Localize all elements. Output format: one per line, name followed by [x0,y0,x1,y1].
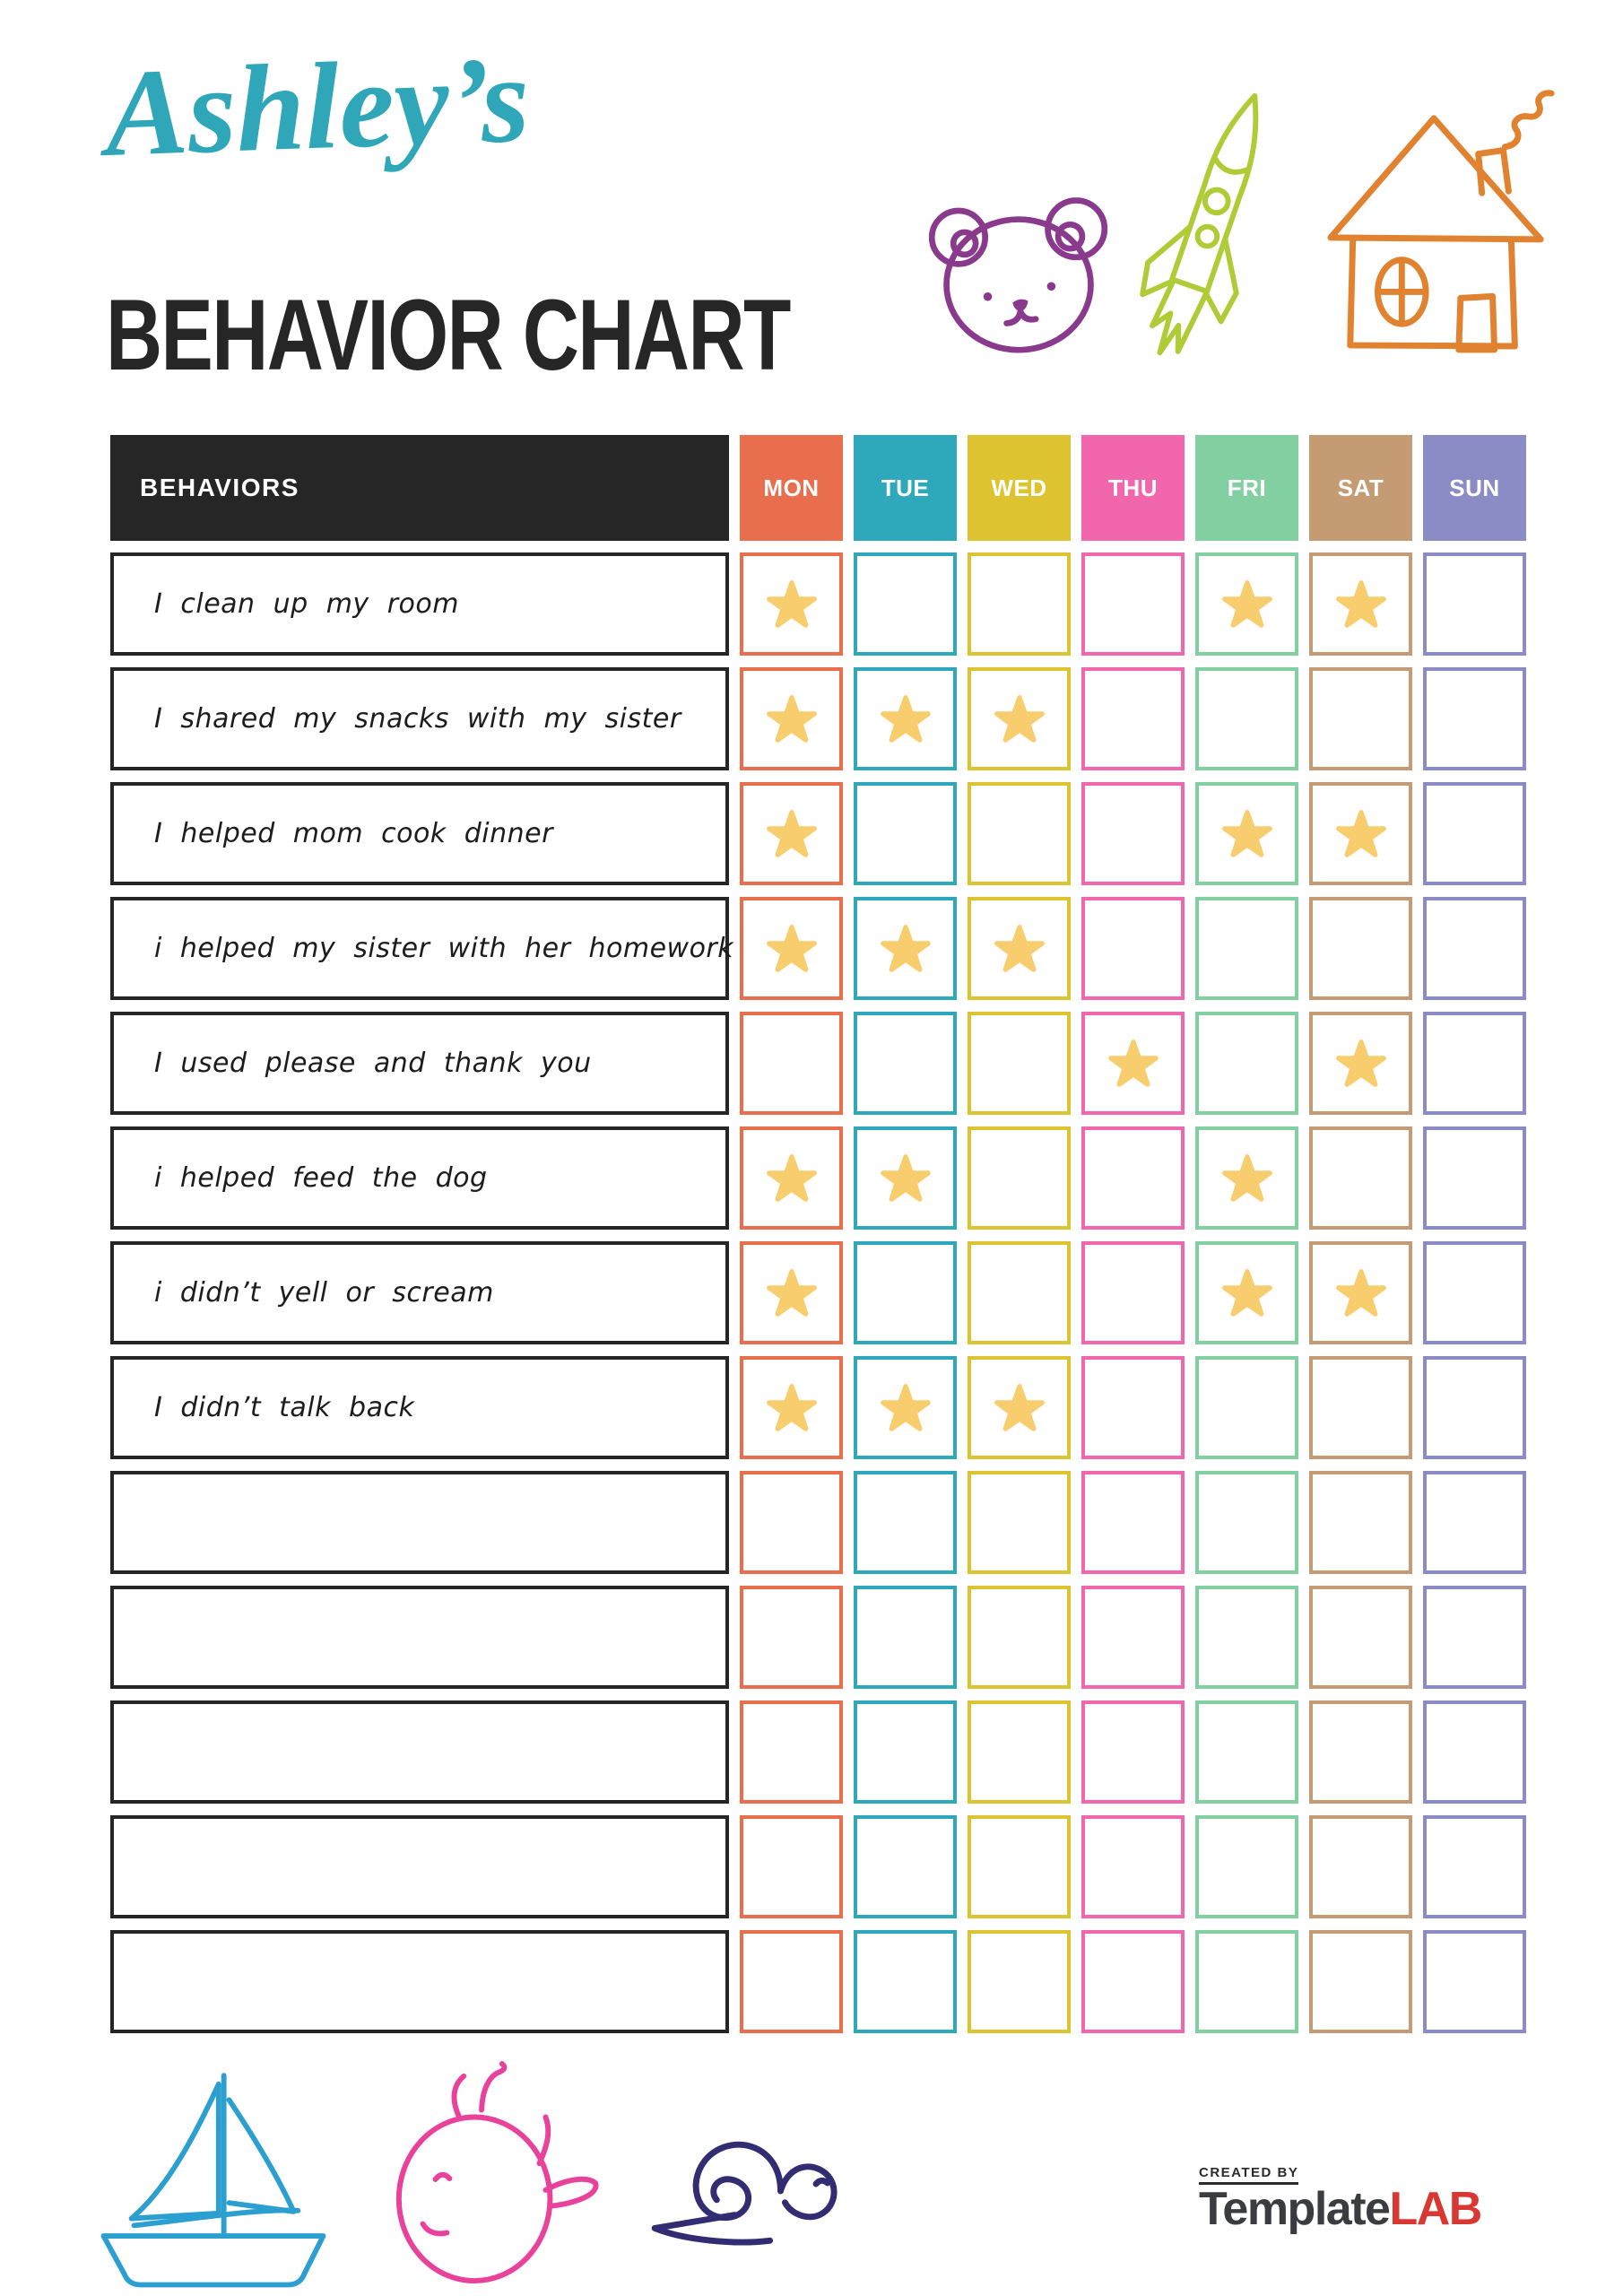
behavior-chart-table [110,435,1526,2033]
behavior-day-cell [854,1471,957,1574]
star-icon [765,923,819,975]
star-icon [1220,578,1274,631]
behavior-day-cell [968,897,1071,1000]
star-icon [1220,1267,1274,1319]
behavior-day-cell [854,1126,957,1230]
day-column-header: FRI [1195,435,1298,541]
behavior-day-cell [968,1471,1071,1574]
behavior-day-cell [1309,667,1412,770]
star-icon [1334,1267,1388,1319]
behavior-day-cell [1309,1126,1412,1230]
behavior-day-cell [1195,1930,1298,2033]
brand-primary: Template [1199,2183,1390,2235]
behavior-day-cell [968,1815,1071,1918]
behavior-day-cell [1081,1930,1185,2033]
behavior-day-cell [854,1815,957,1918]
behavior-row-label [110,1586,729,1689]
star-icon [879,923,933,975]
child-name-script-title: Ashley’s [102,30,532,182]
bear-doodle-icon [924,190,1114,353]
behavior-row-label: i helped my sister with her homework [110,897,729,1000]
day-column-header: WED [968,435,1071,541]
snail-doodle-icon [629,2109,852,2260]
behavior-day-cell [1081,1700,1185,1804]
behavior-day-cell [1195,552,1298,656]
behavior-day-cell [1195,667,1298,770]
behavior-day-cell [1081,1471,1185,1574]
behavior-day-cell [1195,897,1298,1000]
behavior-day-cell [1309,1700,1412,1804]
behavior-day-cell [854,1930,957,2033]
star-icon [765,578,819,631]
behavior-day-cell [968,1700,1071,1804]
behavior-day-cell [1081,667,1185,770]
behavior-row-label [110,1471,729,1574]
behavior-day-cell [1423,1700,1526,1804]
behavior-day-cell [1309,1241,1412,1344]
behavior-day-cell [740,1241,843,1344]
behavior-day-cell [1195,1356,1298,1459]
templatelab-logo [1199,2165,1481,2234]
behavior-day-cell [968,782,1071,885]
behavior-day-cell [1309,1356,1412,1459]
behavior-day-cell [1309,1815,1412,1918]
behavior-day-cell [854,1356,957,1459]
behavior-day-cell [1309,897,1412,1000]
behavior-day-cell [1081,1586,1185,1689]
created-by-label: CREATED BY [1199,2165,1298,2185]
behavior-row-label: I used please and thank you [110,1012,729,1115]
day-column-header: TUE [854,435,957,541]
behavior-day-cell [1423,897,1526,1000]
day-column-header: SAT [1309,435,1412,541]
behavior-day-cell [1309,1586,1412,1689]
behavior-day-cell [740,1586,843,1689]
day-column-header: SUN [1423,435,1526,541]
behavior-day-cell [854,1700,957,1804]
behavior-day-cell [854,1012,957,1115]
star-icon [765,693,819,745]
behavior-day-cell [1423,782,1526,885]
star-icon [993,923,1046,975]
behavior-day-cell [740,1815,843,1918]
behavior-day-cell [1309,1012,1412,1115]
behavior-day-cell [740,1930,843,2033]
behavior-day-cell [1423,667,1526,770]
star-icon [1334,578,1388,631]
page-title: BEHAVIOR CHART [106,279,790,391]
behaviors-column-header: BEHAVIORS [110,435,729,541]
star-icon [765,1382,819,1434]
behavior-day-cell [1423,1930,1526,2033]
behavior-day-cell [1195,1700,1298,1804]
behavior-row-label: I shared my snacks with my sister [110,667,729,770]
star-icon [879,1152,933,1205]
behavior-row-label [110,1930,729,2033]
behavior-day-cell [1423,1126,1526,1230]
star-icon [993,693,1046,745]
behavior-day-cell [1195,1471,1298,1574]
sailboat-doodle-icon [86,2061,339,2287]
brand-accent: LAB [1389,2183,1481,2235]
behavior-day-cell [1081,782,1185,885]
behavior-day-cell [968,1356,1071,1459]
behavior-row-label: I helped mom cook dinner [110,782,729,885]
behavior-day-cell [968,1586,1071,1689]
star-icon [879,693,933,745]
behavior-day-cell [1309,1930,1412,2033]
behavior-row-label: I clean up my room [110,552,729,656]
behavior-day-cell [1195,1815,1298,1918]
behavior-row-label: I didn’t talk back [110,1356,729,1459]
behavior-day-cell [1195,1241,1298,1344]
star-icon [1220,1152,1274,1205]
behavior-day-cell [740,782,843,885]
behavior-row-label: i didn’t yell or scream [110,1241,729,1344]
behavior-day-cell [968,552,1071,656]
behavior-day-cell [854,552,957,656]
whale-doodle-icon [377,2061,599,2289]
star-icon [993,1382,1046,1434]
behavior-day-cell [1195,782,1298,885]
behavior-row-label: i helped feed the dog [110,1126,729,1230]
behavior-day-cell [1423,1586,1526,1689]
behavior-day-cell [1081,1012,1185,1115]
day-column-header: MON [740,435,843,541]
behavior-day-cell [854,897,957,1000]
behavior-day-cell [1423,1815,1526,1918]
behavior-day-cell [740,897,843,1000]
behavior-day-cell [1081,1815,1185,1918]
behavior-day-cell [1081,1356,1185,1459]
behavior-row-label [110,1815,729,1918]
behavior-day-cell [1309,1471,1412,1574]
star-icon [1220,808,1274,860]
star-icon [1107,1038,1160,1090]
behavior-day-cell [854,667,957,770]
house-doodle-icon [1320,84,1560,361]
behavior-day-cell [1309,782,1412,885]
behavior-day-cell [740,1700,843,1804]
behavior-day-cell [1423,552,1526,656]
behavior-day-cell [1081,1241,1185,1344]
behavior-day-cell [740,1126,843,1230]
star-icon [765,1267,819,1319]
behavior-day-cell [740,1471,843,1574]
star-icon [879,1382,933,1434]
star-icon [765,1152,819,1205]
behavior-day-cell [854,1241,957,1344]
behavior-day-cell [968,1930,1071,2033]
behavior-day-cell [1081,897,1185,1000]
behavior-day-cell [854,1586,957,1689]
behavior-day-cell [1195,1126,1298,1230]
behavior-day-cell [1423,1241,1526,1344]
behavior-day-cell [1423,1356,1526,1459]
behavior-day-cell [740,1356,843,1459]
behavior-day-cell [854,782,957,885]
star-icon [765,808,819,860]
behavior-day-cell [1195,1586,1298,1689]
rocket-doodle-icon [1107,68,1312,386]
day-column-header: THU [1081,435,1185,541]
behavior-day-cell [1423,1012,1526,1115]
behavior-day-cell [740,667,843,770]
behavior-day-cell [1081,552,1185,656]
behavior-day-cell [1309,552,1412,656]
behavior-day-cell [740,1012,843,1115]
behavior-day-cell [968,1241,1071,1344]
behavior-day-cell [1081,1126,1185,1230]
behavior-day-cell [968,667,1071,770]
star-icon [1334,1038,1388,1090]
star-icon [1334,808,1388,860]
behavior-day-cell [968,1012,1071,1115]
behavior-day-cell [1195,1012,1298,1115]
behavior-day-cell [740,552,843,656]
brand-wordmark [1199,2185,1481,2234]
behavior-row-label [110,1700,729,1804]
behavior-day-cell [968,1126,1071,1230]
behavior-day-cell [1423,1471,1526,1574]
